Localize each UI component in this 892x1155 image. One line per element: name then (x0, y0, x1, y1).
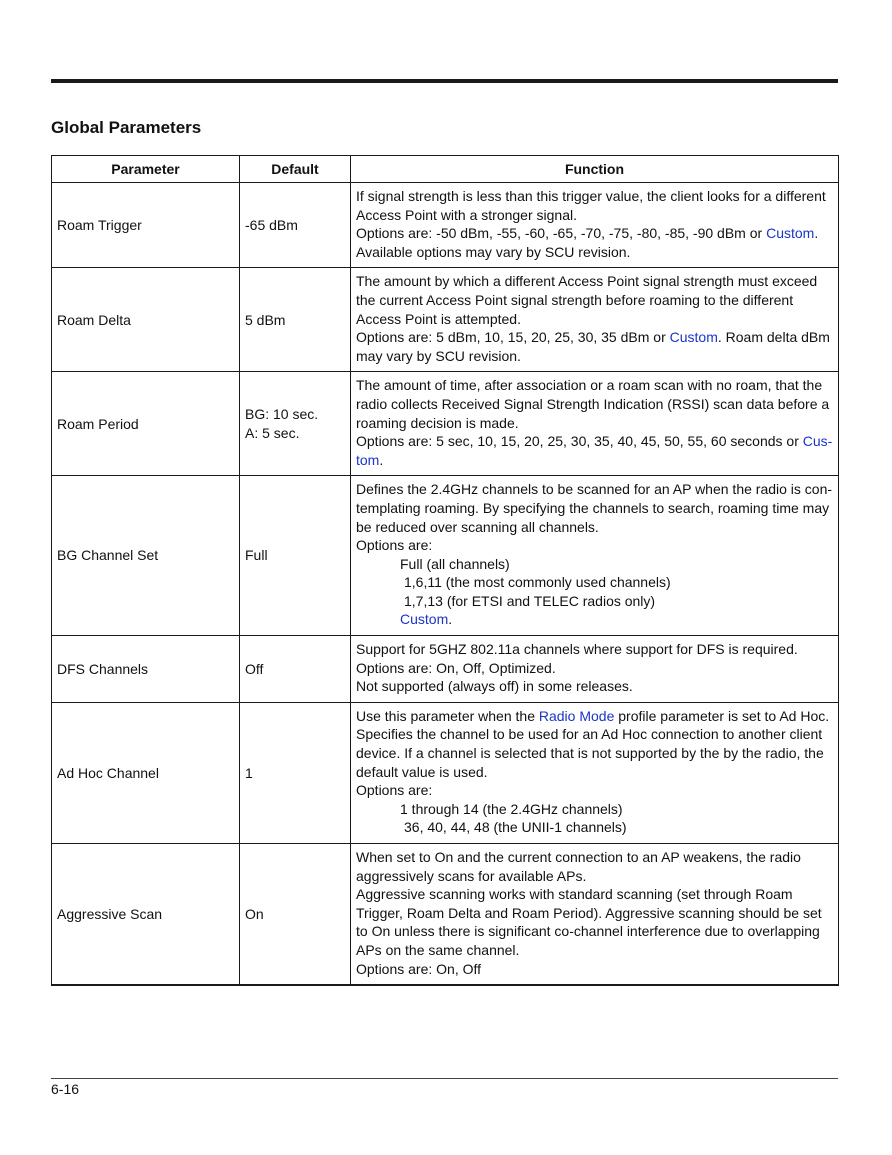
function-line: The amount by which a different Access Point signal strength must exceed (356, 273, 818, 290)
function-line: default value is used. (356, 763, 488, 780)
option-line: 1,6,11 (the most commonly used channels) (404, 574, 671, 591)
parameter-name: DFS Channels (52, 636, 240, 703)
radio-mode-link[interactable]: Radio Mode (538, 707, 615, 724)
function-line: APs on the same channel. (356, 941, 520, 958)
option-line (356, 610, 833, 629)
function-line: Specifies the channel to be used for an Ad Hoc connection to another client (356, 726, 823, 743)
footer-rule (51, 1078, 838, 1079)
parameter-name: Aggressive Scan (52, 844, 240, 986)
header-function: Function (351, 156, 839, 183)
table-row (52, 844, 839, 986)
default-value: Full (245, 547, 268, 564)
function-text: . (448, 611, 453, 628)
option-line: 1,7,13 (for ETSI and TELEC radios only) (404, 592, 656, 609)
header-default: Default (240, 156, 351, 183)
default-value: 1 (245, 764, 253, 781)
custom-link[interactable]: Custom (766, 225, 815, 242)
function-line: roaming decision is made. (356, 414, 519, 431)
parameter-function (351, 268, 839, 372)
function-line: Available options may vary by SCU revision. (356, 243, 631, 260)
function-text: . Roam delta dBm (717, 329, 830, 346)
function-line: Options are: On, Off, Optimized. (356, 659, 556, 676)
function-text: Options are: 5 sec, 10, 15, 20, 25, 30, 35, 40, 45, 50, 55, 60 seconds or (356, 433, 803, 450)
function-line: device. If a channel is selected that is not supported by the by the radio, the (356, 745, 824, 762)
function-line (356, 328, 833, 347)
function-line: Support for 5GHZ 802.11a channels where support for DFS is required. (356, 641, 798, 658)
parameter-default (240, 183, 351, 268)
function-text: Use this parameter when the (356, 707, 539, 724)
parameter-name: Roam Period (52, 372, 240, 476)
parameter-name: Ad Hoc Channel (52, 702, 240, 843)
function-text: . (814, 225, 819, 242)
option-line: Full (all channels) (400, 555, 510, 572)
parameter-default (240, 636, 351, 703)
parameter-name: BG Channel Set (52, 476, 240, 636)
section-title: Global Parameters (51, 118, 202, 137)
function-line: Options are: On, Off (356, 960, 482, 977)
custom-link[interactable]: Cus- (802, 433, 833, 450)
function-text: Options are: 5 dBm, 10, 15, 20, 25, 30, 35 dBm or (356, 329, 670, 346)
function-line: Options are: (356, 782, 433, 799)
table-row (52, 372, 839, 476)
function-line: may vary by SCU revision. (356, 347, 521, 364)
header-parameter: Parameter (52, 156, 240, 183)
custom-link[interactable]: Custom (400, 611, 449, 628)
function-line: Options are: (356, 537, 433, 554)
table-row (52, 268, 839, 372)
parameter-name: Roam Trigger (52, 183, 240, 268)
parameter-function (351, 844, 839, 986)
parameter-function (351, 476, 839, 636)
table-row (52, 636, 839, 703)
parameter-default (240, 844, 351, 986)
default-value: Off (245, 660, 264, 677)
function-line (356, 707, 833, 726)
custom-link[interactable]: Custom (669, 329, 718, 346)
global-parameters-table (51, 155, 839, 986)
custom-link[interactable]: tom (356, 451, 380, 468)
parameter-function (351, 183, 839, 268)
parameter-default (240, 702, 351, 843)
function-line: When set to On and the current connection to an AP weakens, the radio (356, 849, 801, 865)
table-row (52, 183, 839, 268)
parameter-function (351, 702, 839, 843)
parameter-default (240, 268, 351, 372)
parameter-default (240, 372, 351, 476)
table-row (52, 476, 839, 636)
function-line: Not supported (always off) in some releases. (356, 678, 633, 695)
option-line: 36, 40, 44, 48 (the UNII-1 channels) (404, 819, 627, 836)
function-line: If signal strength is less than this trigger value, the client looks for a different (356, 188, 826, 204)
function-line: templating roaming. By specifying the channels to search, roaming time may (356, 499, 830, 516)
parameter-default (240, 476, 351, 636)
table-row (52, 702, 839, 843)
function-text: profile parameter is set to Ad Hoc. (614, 707, 830, 724)
default-value: 5 dBm (245, 311, 286, 328)
function-line: Trigger, Roam Delta and Roam Period). Aggressive scanning should be set (356, 904, 822, 921)
function-line: Defines the 2.4GHz channels to be scanned for an AP when the radio is con- (356, 481, 833, 498)
function-line: Access Point with a stronger signal. (356, 206, 577, 223)
function-line (356, 451, 833, 470)
parameter-name: Roam Delta (52, 268, 240, 372)
function-line (356, 224, 833, 243)
function-line: to On unless there is significant co-channel interference due to overlapping (356, 923, 820, 940)
default-value: BG: 10 sec. (245, 406, 319, 423)
function-line: be reduced over scanning all channels. (356, 518, 599, 535)
option-line: 1 through 14 (the 2.4GHz channels) (400, 800, 623, 817)
function-line: Access Point is attempted. (356, 310, 521, 327)
header-rule (51, 79, 838, 83)
table-header-row (52, 156, 839, 183)
function-line: The amount of time, after association or a roam scan with no roam, that the (356, 377, 823, 394)
function-line: radio collects Received Signal Strength Indication (RSSI) scan data before a (356, 395, 830, 412)
default-value: A: 5 sec. (245, 424, 300, 441)
page-number: 6-16 (51, 1081, 80, 1097)
function-line: Aggressive scanning works with standard scanning (set through Roam (356, 886, 793, 903)
function-line: aggressively scans for available APs. (356, 867, 587, 884)
function-text: . (379, 451, 384, 468)
default-value: -65 dBm (245, 216, 298, 233)
function-text: Options are: -50 dBm, -55, -60, -65, -70, -75, -80, -85, -90 dBm or (356, 225, 767, 242)
function-line: the current Access Point signal strength before roaming to the different (356, 291, 794, 308)
parameter-function (351, 636, 839, 703)
function-line (356, 432, 833, 451)
parameter-function (351, 372, 839, 476)
default-value: On (245, 905, 264, 922)
